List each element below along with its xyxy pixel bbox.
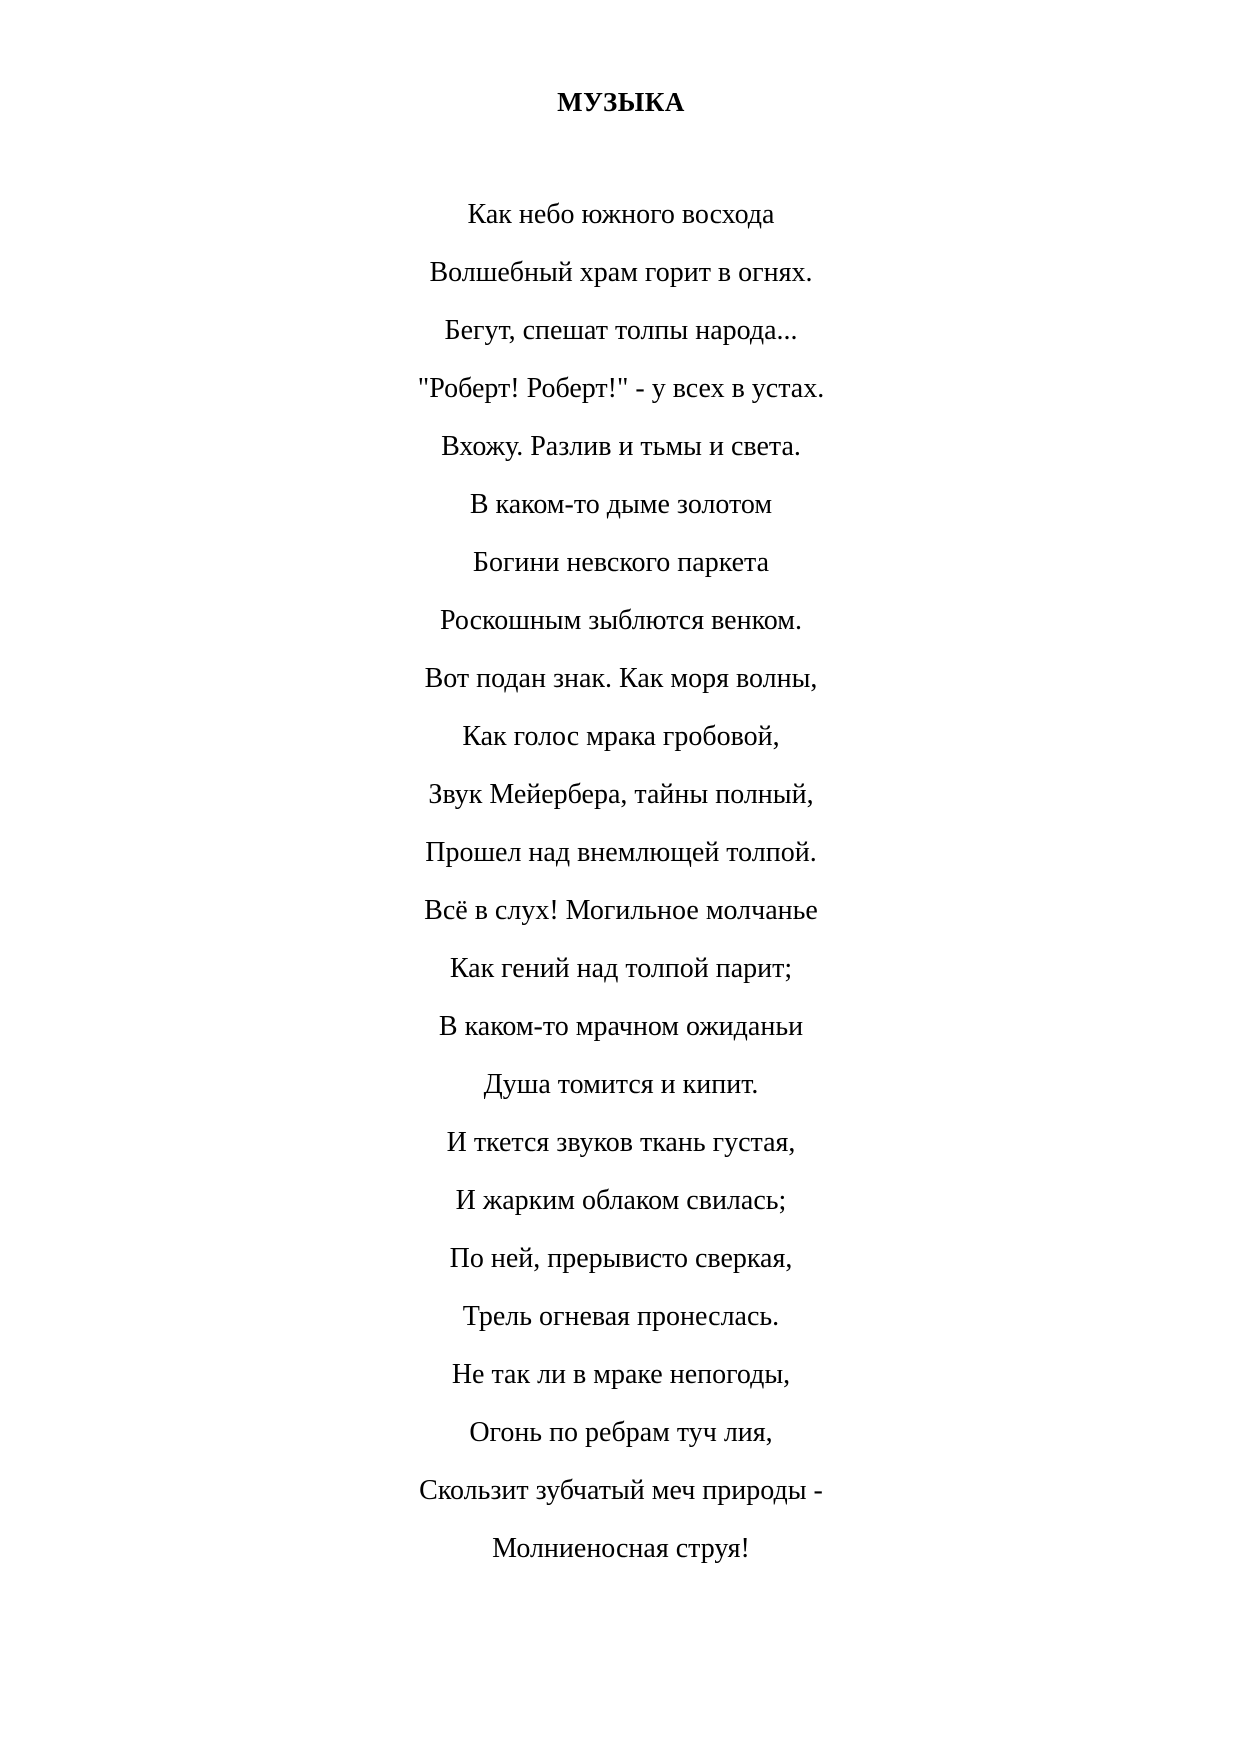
poem-line: Вхожу. Разлив и тьмы и света. (441, 431, 801, 462)
poem-line: Скользит зубчатый меч природы - (419, 1475, 823, 1506)
poem-line: И жарким облаком свилась; (455, 1185, 787, 1216)
poem-line: Душа томится и кипит. (483, 1069, 759, 1100)
poem-line: Вот подан знак. Как моря волны, (424, 663, 818, 694)
poem-line: Бегут, спешат толпы народа... (444, 315, 798, 346)
poem-line: Прошел над внемлющей толпой. (425, 837, 817, 868)
poem-title: МУЗЫКА (557, 87, 685, 117)
poem-line: Молниеносная струя! (492, 1533, 750, 1564)
poem-line: Как гений над толпой парит; (449, 953, 793, 984)
poem-line: Как голос мрака гробовой, (462, 721, 780, 752)
poem-line: И ткется звуков ткань густая, (446, 1127, 796, 1158)
poem-body (0, 198, 1242, 1590)
poem-line: В каком-то дыме золотом (469, 489, 773, 520)
poem-line: Как небо южного восхода (467, 199, 775, 230)
poem-line: Роскошным зыблются венком. (440, 605, 802, 636)
poem-line: Трель огневая пронеслась. (462, 1301, 780, 1332)
poem-line: Всё в слух! Могильное молчанье (424, 895, 818, 926)
poem-line: В каком-то мрачном ожиданьи (438, 1011, 804, 1042)
poem-line: "Роберт! Роберт!" - у всех в устах. (417, 373, 825, 404)
poem-line: Звук Мейербера, тайны полный, (428, 779, 814, 810)
poem-line: Богини невского паркета (472, 547, 770, 578)
poem-line: Волшебный храм горит в огнях. (429, 257, 813, 288)
poem-line: По ней, прерывисто сверкая, (449, 1243, 793, 1274)
poem-line: Не так ли в мраке непогоды, (451, 1359, 791, 1390)
poem-line: Огонь по ребрам туч лия, (469, 1417, 773, 1448)
